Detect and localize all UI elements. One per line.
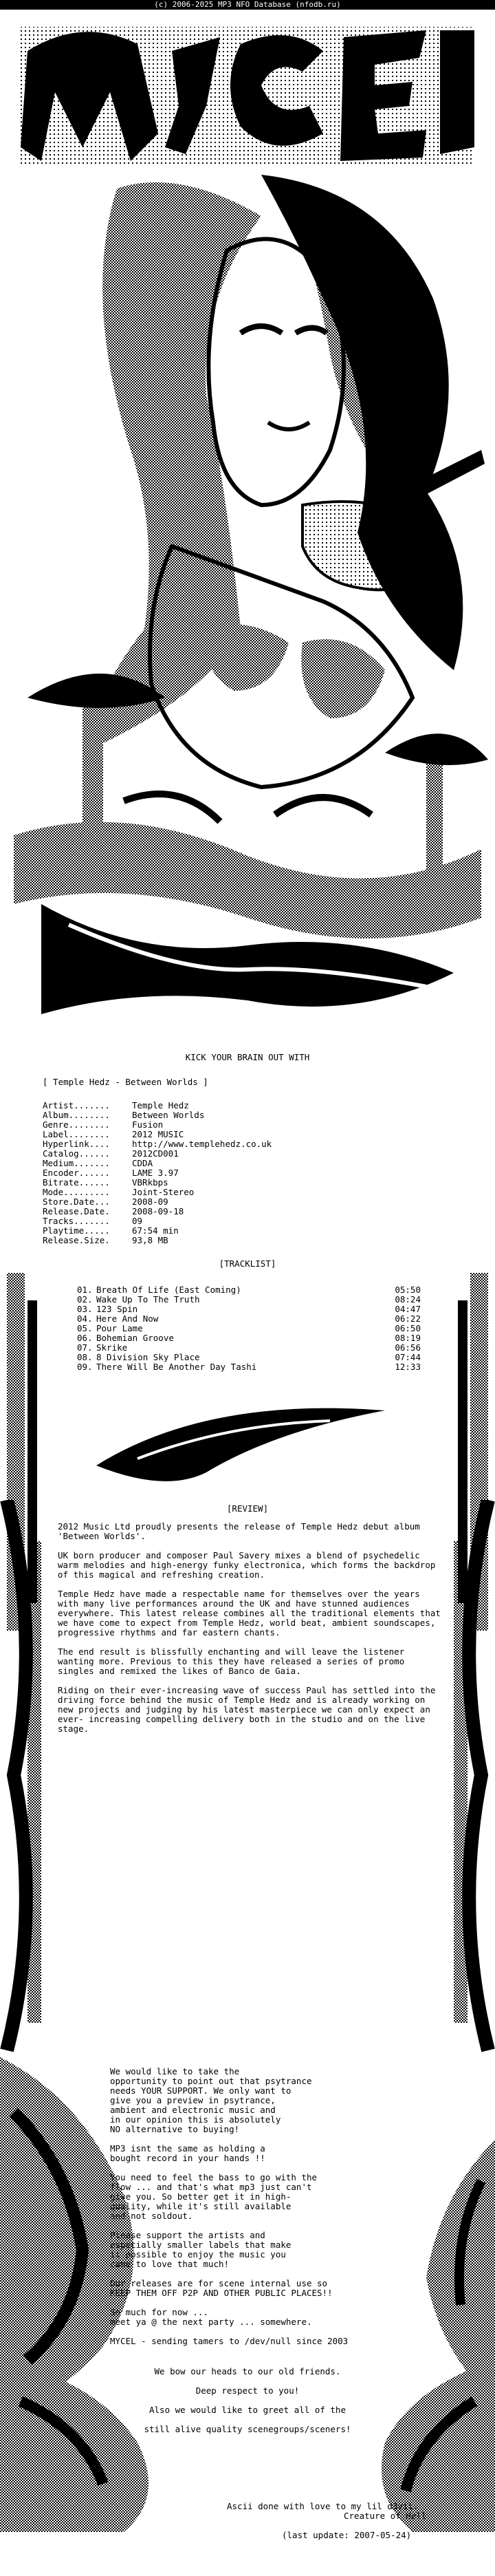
outro-line: Please support the artists and bbox=[110, 2230, 265, 2240]
track-duration: 05:50 bbox=[395, 1285, 421, 1295]
greets-line bbox=[0, 2396, 495, 2405]
greets-message bbox=[0, 2367, 495, 2434]
info-value: VBRkbps bbox=[132, 1177, 168, 1188]
review-paragraph: Temple Hedz have made a respectable name for themselves over the years with many live performances around the UK and have stunned audiences everywhere. This latest release combines all the traditional elements that we have come to expect from Temple Hedz, world beat, ambient soundscapes, progressive rhythms and far eastern chants. bbox=[58, 1589, 441, 1638]
info-value: 2012CD001 bbox=[132, 1148, 179, 1159]
outro-line: KEEP THEM OFF P2P AND OTHER PUBLIC PLACES!! bbox=[110, 2288, 333, 2298]
track-row bbox=[77, 1353, 421, 1362]
track-row bbox=[77, 1285, 421, 1295]
release-info-row bbox=[43, 1197, 462, 1207]
info-key: Genre........ bbox=[43, 1119, 110, 1130]
release-info-row bbox=[43, 1207, 462, 1216]
info-key: Encoder...... bbox=[43, 1168, 110, 1178]
info-value: http://www.templehedz.co.uk bbox=[132, 1139, 272, 1149]
outro-line: opportunity to point out that psytrance bbox=[110, 2076, 312, 2086]
release-info-row bbox=[43, 1168, 462, 1178]
info-key: Bitrate...... bbox=[43, 1177, 110, 1188]
release-info-row bbox=[43, 1188, 462, 1197]
track-row bbox=[77, 1324, 421, 1333]
portrait-ascii-art bbox=[0, 10, 495, 1035]
info-key: Mode......... bbox=[43, 1187, 110, 1197]
track-duration: 08:24 bbox=[395, 1294, 421, 1305]
footer-creature: Creature of Hell bbox=[344, 2511, 427, 2521]
outro-line: So much for now ... bbox=[110, 2307, 208, 2317]
release-info-row bbox=[43, 1101, 462, 1110]
release-info-row bbox=[43, 1130, 462, 1139]
info-key: Catalog...... bbox=[43, 1148, 110, 1159]
info-value: LAME 3.97 bbox=[132, 1168, 179, 1178]
track-title: Bohemian Groove bbox=[96, 1333, 174, 1343]
outro-line bbox=[110, 2298, 348, 2308]
track-title: Here And Now bbox=[96, 1313, 159, 1324]
track-number: 04. bbox=[77, 1313, 93, 1324]
release-info-row bbox=[43, 1139, 462, 1149]
info-value: Between Worlds bbox=[132, 1110, 205, 1120]
footer-credit: Ascii done with love to my lil d3vil. bbox=[227, 2501, 419, 2511]
copyright-text: (c) 2006-2025 MP3 NFO Database (nfodb.ru) bbox=[154, 0, 341, 9]
track-row bbox=[77, 1314, 421, 1324]
track-duration: 04:47 bbox=[395, 1304, 421, 1314]
info-key: Medium....... bbox=[43, 1158, 110, 1168]
greets-line bbox=[0, 2415, 495, 2425]
track-duration: 07:44 bbox=[395, 1352, 421, 1362]
info-value: 09 bbox=[132, 1216, 143, 1226]
release-info-row bbox=[43, 1159, 462, 1168]
outro-line: needs YOUR SUPPORT. We only want to bbox=[110, 2085, 292, 2096]
info-value: 2012 MUSIC bbox=[132, 1129, 184, 1139]
info-value: 67:54 min bbox=[132, 1225, 179, 1236]
outro-line: bought record in your hands !! bbox=[110, 2153, 265, 2163]
tracklist bbox=[77, 1285, 421, 1372]
track-row bbox=[77, 1305, 421, 1314]
info-value: CDDA bbox=[132, 1158, 153, 1168]
review-heading: [REVIEW] bbox=[226, 1503, 269, 1514]
info-value: 93,8 MB bbox=[132, 1235, 168, 1245]
outro-line: and not soldout. bbox=[110, 2211, 193, 2221]
info-key: Release.Size. bbox=[43, 1235, 110, 1245]
greets-line: Deep respect to you! bbox=[195, 2385, 300, 2396]
track-title: Breath Of Life (East Coming) bbox=[96, 1285, 241, 1295]
release-info-row bbox=[43, 1120, 462, 1130]
release-info-row bbox=[43, 1236, 462, 1245]
greets-line: Also we would like to greet all of the bbox=[149, 2405, 346, 2415]
outro-line: flow ... and that's what mp3 just can't bbox=[110, 2182, 312, 2192]
greets-line: still alive quality scenegroups/sceners! bbox=[144, 2424, 351, 2434]
outro-line: give you. So better get it in high- bbox=[110, 2191, 292, 2202]
review-paragraph: 2012 Music Ltd proudly presents the release of Temple Hedz debut album 'Between Worlds'. bbox=[58, 1521, 420, 1541]
outro-line bbox=[110, 2221, 348, 2231]
track-row bbox=[77, 1343, 421, 1353]
info-value: Temple Hedz bbox=[132, 1100, 189, 1110]
track-title: Skrike bbox=[96, 1342, 128, 1353]
greets-line bbox=[0, 2376, 495, 2386]
footer-last-update: (last update: 2007-05-24) bbox=[282, 2530, 412, 2540]
track-number: 05. bbox=[77, 1323, 93, 1333]
release-subtitle: [ Temple Hedz - Between Worlds ] bbox=[43, 1077, 208, 1087]
track-number: 08. bbox=[77, 1352, 93, 1362]
outro-line: meet ya @ the next party ... somewhere. bbox=[110, 2317, 312, 2327]
swoosh-ascii-art bbox=[0, 1383, 495, 1500]
track-title: Pour Lame bbox=[96, 1323, 143, 1333]
outro-line: quality, while it's still available bbox=[110, 2201, 292, 2211]
info-value: 2008-09-18 bbox=[132, 1206, 184, 1216]
outro-line: MYCEL - sending tamers to /dev/null since 2003 bbox=[110, 2336, 349, 2346]
track-row bbox=[77, 1295, 421, 1305]
outro-line bbox=[110, 2269, 348, 2279]
track-number: 06. bbox=[77, 1333, 93, 1343]
track-duration: 08:19 bbox=[395, 1333, 421, 1343]
info-value: Joint-Stereo bbox=[132, 1187, 195, 1197]
intro-title: KICK YOUR BRAIN OUT WITH bbox=[185, 1052, 310, 1062]
outro-line: You need to feel the bass to go with the bbox=[110, 2172, 318, 2182]
track-number: 01. bbox=[77, 1285, 93, 1295]
review-paragraph: The end result is blissfully enchanting and will leave the listener wanting more. Previous to this they have released a series of promo singles and remixed the likes of Banco de Gaia. bbox=[58, 1646, 405, 1676]
outro-line: especially smaller labels that make bbox=[110, 2240, 292, 2250]
release-info bbox=[43, 1101, 462, 1245]
info-value: Fusion bbox=[132, 1119, 164, 1130]
review-paragraph: Riding on their ever-increasing wave of success Paul has settled into the driving force behind the music of Temple Hedz and is already working on new projects and judging by his latest masterpiece we can only expect an ever- increasing compelling delivery both in the studio and on the live stage. bbox=[58, 1685, 436, 1734]
info-key: Artist....... bbox=[43, 1100, 110, 1110]
info-key: Store.Date... bbox=[43, 1196, 110, 1207]
outro-line: NO alternative to buying! bbox=[110, 2124, 240, 2134]
track-title: 123 Spin bbox=[96, 1304, 138, 1314]
info-key: Hyperlink.... bbox=[43, 1139, 110, 1149]
track-number: 02. bbox=[77, 1294, 93, 1305]
review-side-art bbox=[0, 1500, 495, 2064]
info-key: Tracks....... bbox=[43, 1216, 110, 1226]
track-title: There Will Be Another Day Tashi bbox=[96, 1362, 257, 1372]
outro-line bbox=[110, 2327, 348, 2337]
track-duration: 06:50 bbox=[395, 1323, 421, 1333]
info-key: Playtime..... bbox=[43, 1225, 110, 1236]
info-key: Album........ bbox=[43, 1110, 110, 1120]
outro-line: MP3 isnt the same as holding a bbox=[110, 2143, 265, 2154]
outro-line: came to love that much! bbox=[110, 2259, 230, 2269]
track-number: 09. bbox=[77, 1362, 93, 1372]
track-duration: 12:33 bbox=[395, 1362, 421, 1372]
review-paragraph: UK born producer and composer Paul Savery mixes a blend of psychedelic warm melodies and high-energy funky electronica, which forms the backdrop of this magical and refreshing creation. bbox=[58, 1550, 436, 1580]
track-number: 03. bbox=[77, 1304, 93, 1314]
tracklist-heading: [TRACKLIST] bbox=[219, 1258, 276, 1269]
release-info-row bbox=[43, 1216, 462, 1226]
outro-line: ambient and electronic music and bbox=[110, 2105, 276, 2115]
outro-line: Our releases are for scene internal use so bbox=[110, 2278, 328, 2288]
release-info-row bbox=[43, 1226, 462, 1236]
release-info-row bbox=[43, 1178, 462, 1188]
track-title: 8 Division Sky Place bbox=[96, 1352, 200, 1362]
logo-block bbox=[21, 27, 474, 164]
release-info-row bbox=[43, 1110, 462, 1120]
track-title: Wake Up To The Truth bbox=[96, 1294, 200, 1305]
track-duration: 06:22 bbox=[395, 1313, 421, 1324]
outro-line: it possible to enjoy the music you bbox=[110, 2249, 286, 2260]
nfodb-copyright-bar bbox=[0, 0, 495, 10]
track-row bbox=[77, 1362, 421, 1372]
outro-line: in our opinion this is absolutely bbox=[110, 2114, 281, 2125]
release-info-row bbox=[43, 1149, 462, 1159]
info-value: 2008-09 bbox=[132, 1196, 168, 1207]
track-duration: 06:56 bbox=[395, 1342, 421, 1353]
track-number: 07. bbox=[77, 1342, 93, 1353]
outro-line bbox=[110, 2163, 348, 2173]
outro-line: give you a preview in psytrance, bbox=[110, 2095, 276, 2105]
info-key: Release.Date. bbox=[43, 1206, 110, 1216]
info-key: Label........ bbox=[43, 1129, 110, 1139]
greets-line: We bow our heads to our old friends. bbox=[154, 2366, 341, 2376]
track-row bbox=[77, 1333, 421, 1343]
outro-line: We would like to take the bbox=[110, 2066, 240, 2076]
outro-line bbox=[110, 2134, 348, 2144]
outro-message bbox=[110, 2067, 348, 2346]
